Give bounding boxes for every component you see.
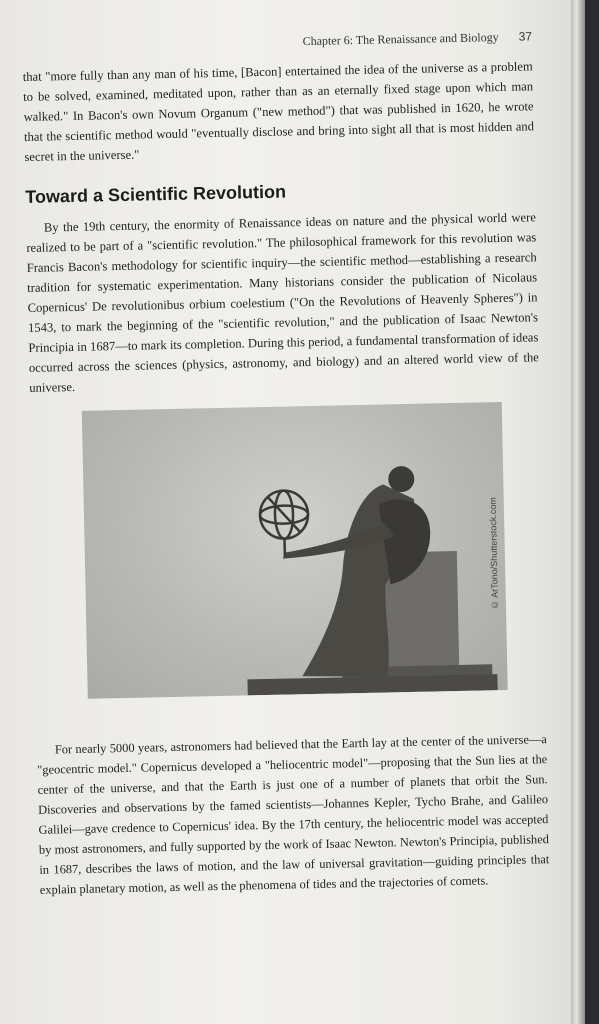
section-paragraph: By the 19th century, the enormity of Renaissance ideas on nature and the physical world were realized to be part of a "scientific revolution." The philosophical framework for this revolution was Francis Bacon's methodology for scientific inquiry—the scientific method—establishing a research tradition for systematic experimentation. Many historians consider the publication of Nicolaus Copernicus' De revolutionibus orbium coelestium ("On the Revolutions of Heavenly Spheres") in 1543, to mark the beginning of the "scientific revolution," and the publication of Isaac Newton's Principia in 1687—to mark its completion. During this period, a fundamental transformation of ideas occurred across the sciences (physics, astronomy, and biology) and an altered world view of the universe. (26, 210, 539, 395)
chapter-title: Chapter 6: The Renaissance and Biology (302, 30, 499, 49)
closing-section (37, 729, 550, 900)
page-content (22, 29, 550, 899)
photo-credit: © ArTono/Shutterstock.com (487, 497, 501, 610)
closing-paragraph: For nearly 5000 years, astronomers had believed that the Earth lay at the center of the universe—a "geocentric model." Copernicus developed a "heliocentric model"—proposing that the Sun lies at the center of the universe, and that the Earth is just one of a number of planets that orbit the Sun. Discoveries and observations by the famed scientists—Johannes Kepler, Tycho Brahe, and Galileo Galilei—gave credence to Copernicus' idea. By the 17th century, the heliocentric model was accepted by most astronomers, and fully supported by the work of Isaac Newton. Newton's Principia, published in 1687, describes the laws of motion, and the law of universal gravitation—guiding principles that explain planetary motion, as well as the phenomena of tides and the trajectories of comets. (37, 732, 550, 897)
statue-head (388, 466, 415, 493)
section-heading: Toward a Scientific Revolution (25, 181, 287, 207)
copernicus-statue-photo (82, 402, 508, 699)
statue-illustration (82, 402, 508, 699)
statue-base (247, 674, 497, 695)
running-head (222, 29, 532, 50)
page-number: 37 (518, 29, 533, 44)
page-edge (571, 0, 585, 1024)
intro-paragraph: that "more fully than any man of his time, [Bacon] entertained the idea of the universe as a problem to be solved, examined, meditated upon, rather than as an eternally fixed stage upon which man walked." In Bacon's own Novum Organum ("new method") that was published in 1620, he wrote that the scientific method would "eventually disclose and bring into sight all that is most hidden and secret in the universe." (22, 59, 535, 164)
armillary-sphere (259, 490, 308, 557)
